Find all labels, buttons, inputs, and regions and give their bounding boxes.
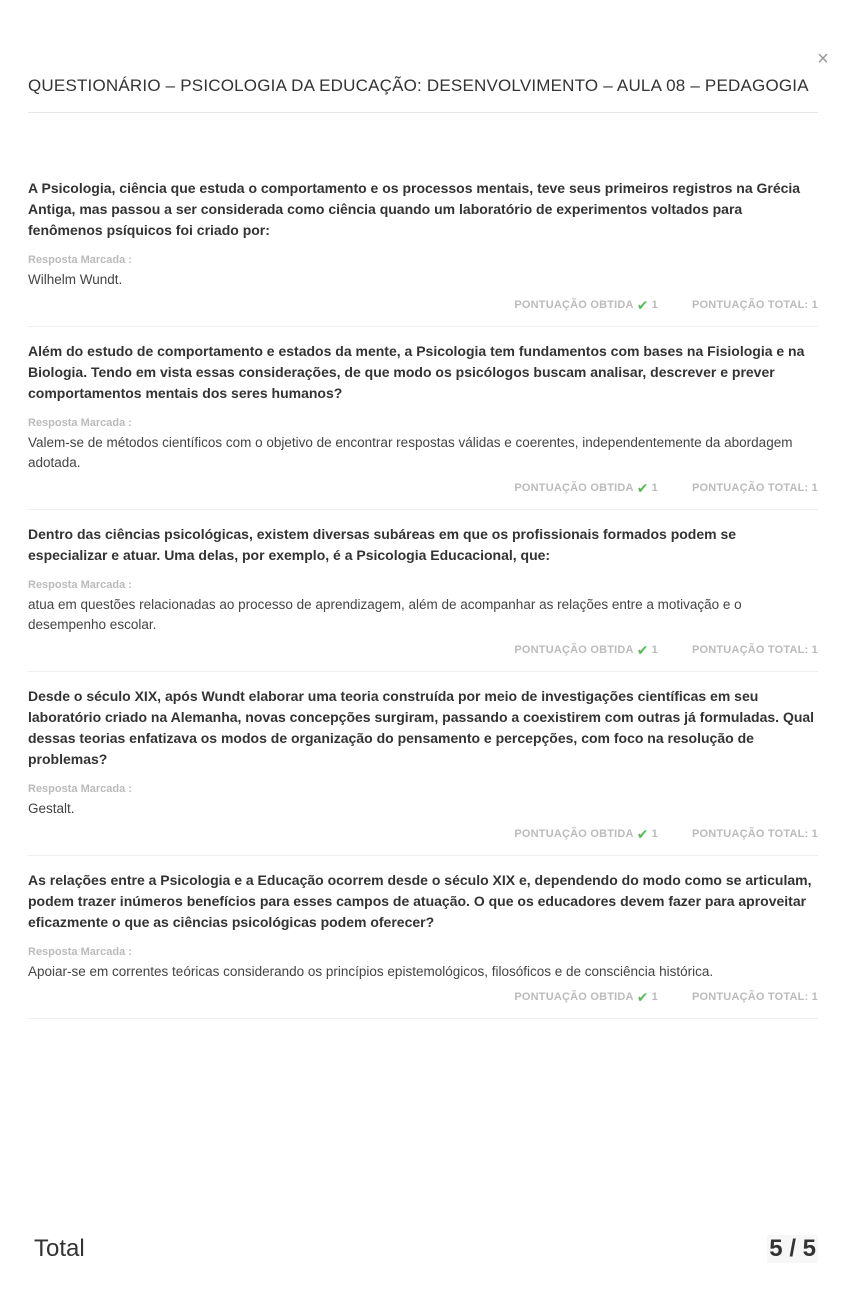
marked-answer: Wilhelm Wundt. <box>28 272 123 287</box>
score-obtained-label: PONTUAÇÃO OBTIDA <box>514 299 634 311</box>
marked-answer: atua em questões relacionadas ao processo de aprendizagem, além de acompanhar as relações entre a motivação e o desempenho escolar. <box>28 597 742 632</box>
score-obtained-value: 1 <box>651 991 658 1003</box>
question-item <box>28 524 818 672</box>
score-obtained-label: PONTUAÇÃO OBTIDA <box>514 482 634 494</box>
score-total <box>692 828 818 840</box>
score-obtained <box>514 481 658 495</box>
score-total <box>692 299 818 311</box>
score-total <box>692 644 818 656</box>
question-list <box>28 178 818 1033</box>
question-item <box>28 341 818 510</box>
question-text: Além do estudo de comportamento e estados da mente, a Psicologia tem fundamentos com bases na Fisiologia e na Biologia. Tendo em vista essas considerações, de que modo os psicólogos buscam analisar, descrever e prever comportamentos mentais dos seres humanos? <box>28 343 805 401</box>
close-icon[interactable]: × <box>817 48 829 70</box>
score-row <box>28 643 818 657</box>
question-text: Desde o século XIX, após Wundt elaborar uma teoria construída por meio de investigações científicas em seu laboratório criado na Alemanha, novas concepções surgiram, passando a coexistirem com outras já formuladas. Qual dessas teorias enfatizava os modos de organização do pensamento e percepções, com foco na resolução de problemas? <box>28 688 815 767</box>
score-total-label: PONTUAÇÃO TOTAL: <box>691 644 809 656</box>
question-text: A Psicologia, ciência que estuda o comportamento e os processos mentais, teve seus primeiros registros na Grécia Antiga, mas passou a ser considerada como ciência quando um laboratório de experimentos voltados para fenômenos psíquicos foi criado por: <box>28 180 801 238</box>
score-total-label: PONTUAÇÃO TOTAL: <box>691 828 809 840</box>
marked-answer: Valem-se de métodos científicos com o objetivo de encontrar respostas válidas e coerentes, independentemente da abordagem adotada. <box>28 435 793 470</box>
answer-label: Resposta Marcada : <box>28 783 132 795</box>
marked-answer: Gestalt. <box>28 801 75 816</box>
score-total <box>692 991 818 1003</box>
modal-header <box>28 72 818 113</box>
score-obtained-label: PONTUAÇÃO OBTIDA <box>514 644 634 656</box>
close-button[interactable] <box>812 48 834 70</box>
answer-label: Resposta Marcada : <box>28 417 132 429</box>
check-icon: ✔ <box>636 989 649 1005</box>
score-total-label: PONTUAÇÃO TOTAL: <box>691 299 809 311</box>
score-total-value: 1 <box>811 299 818 311</box>
check-icon: ✔ <box>636 642 649 658</box>
score-total-value: 1 <box>811 482 818 494</box>
score-obtained-label: PONTUAÇÃO OBTIDA <box>514 991 634 1003</box>
question-text: As relações entre a Psicologia e a Educação ocorrem desde o século XIX e, dependendo do modo como se articulam, podem trazer inúmeros benefícios para esses campos de atuação. O que os educadores devem fazer para aproveitar eficazmente o que as ciências psicológicas podem oferecer? <box>28 872 812 930</box>
check-icon: ✔ <box>636 480 649 496</box>
score-total-label: PONTUAÇÃO TOTAL: <box>691 482 809 494</box>
score-total-value: 1 <box>811 644 818 656</box>
score-obtained-value: 1 <box>651 644 658 656</box>
score-obtained <box>514 990 658 1004</box>
answer-label: Resposta Marcada : <box>28 946 132 958</box>
score-obtained-value: 1 <box>651 482 658 494</box>
score-obtained <box>514 298 658 312</box>
score-total <box>692 482 818 494</box>
question-item <box>28 178 818 327</box>
score-obtained-value: 1 <box>651 299 658 311</box>
modal-title: QUESTIONÁRIO – PSICOLOGIA DA EDUCAÇÃO: DESENVOLVIMENTO – AULA 08 – PEDAGOGIA <box>28 76 809 95</box>
check-icon: ✔ <box>636 826 649 842</box>
score-total-label: PONTUAÇÃO TOTAL: <box>691 991 809 1003</box>
score-obtained <box>514 827 658 841</box>
score-obtained-value: 1 <box>651 828 658 840</box>
score-total-value: 1 <box>811 828 818 840</box>
score-obtained <box>514 643 658 657</box>
score-row <box>28 298 818 312</box>
total-label: Total <box>34 1235 85 1262</box>
question-text: Dentro das ciências psicológicas, existem diversas subáreas em que os profissionais formados podem se especializar e atuar. Uma delas, por exemplo, é a Psicologia Educacional, que: <box>28 526 737 563</box>
question-item <box>28 870 818 1019</box>
check-icon: ✔ <box>636 297 649 313</box>
question-item <box>28 686 818 856</box>
score-obtained-label: PONTUAÇÃO OBTIDA <box>514 828 634 840</box>
total-score: 5 / 5 <box>769 1235 816 1262</box>
marked-answer: Apoiar-se em correntes teóricas considerando os princípios epistemológicos, filosóficos e de consciência histórica. <box>28 964 714 979</box>
total-row <box>34 1235 818 1263</box>
score-row <box>28 827 818 841</box>
answer-label: Resposta Marcada : <box>28 254 132 266</box>
answer-label: Resposta Marcada : <box>28 579 132 591</box>
score-row <box>28 990 818 1004</box>
score-total-value: 1 <box>811 991 818 1003</box>
score-row <box>28 481 818 495</box>
